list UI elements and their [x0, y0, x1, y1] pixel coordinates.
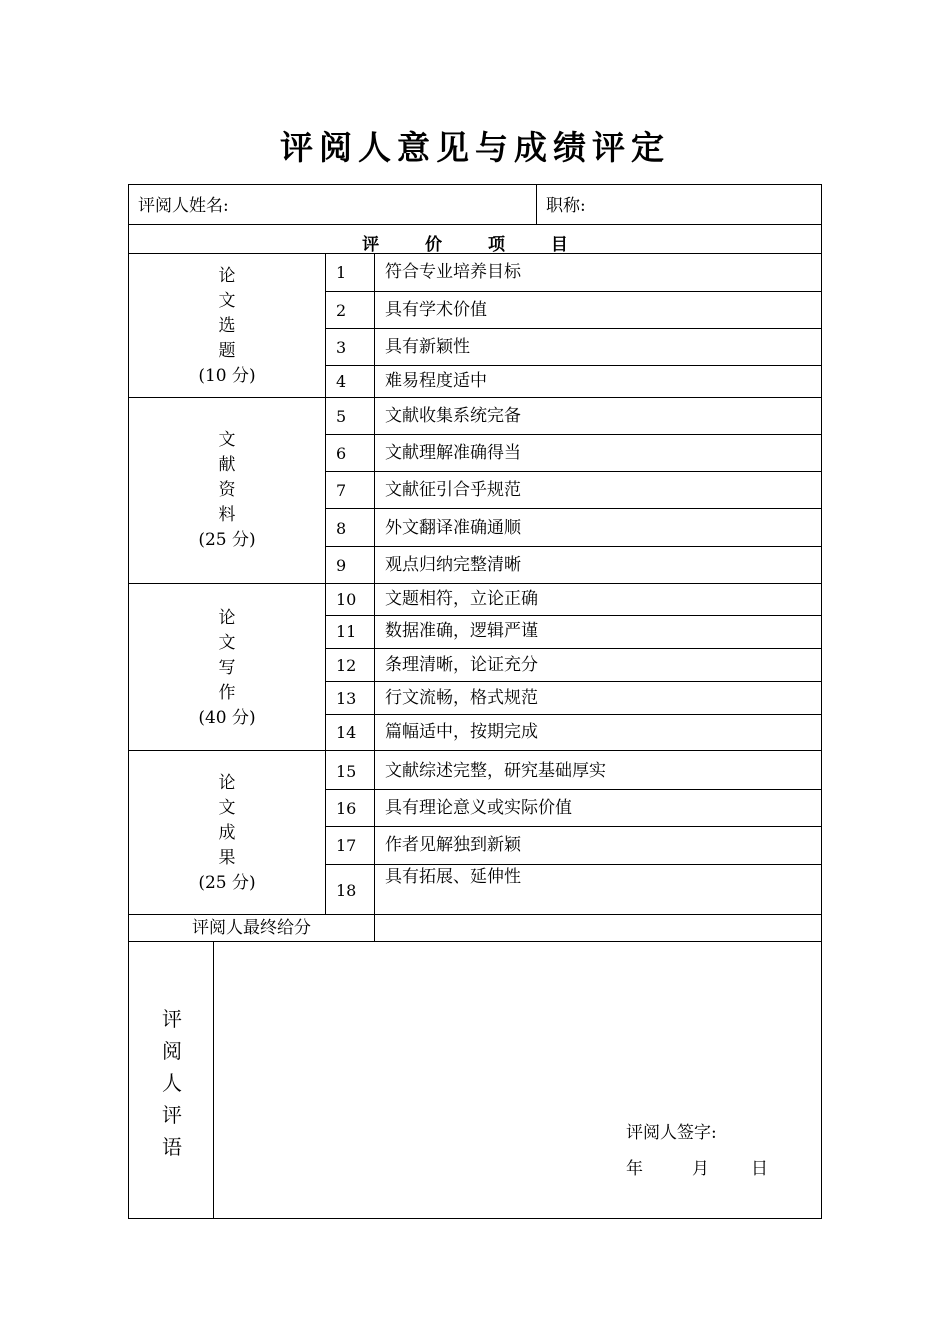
- row-line: [128, 253, 822, 254]
- item-number: 6: [336, 444, 347, 463]
- category-line: [128, 914, 822, 915]
- item-number: 16: [336, 799, 357, 818]
- reviewer-title-label: 职称:: [546, 196, 586, 216]
- item-line: [325, 291, 822, 292]
- item-number: 5: [336, 407, 347, 426]
- category-line: [128, 397, 822, 398]
- item-number: 8: [336, 519, 347, 538]
- item-number: 18: [336, 881, 357, 900]
- item-text: 篇幅适中，按期完成: [385, 722, 538, 742]
- comments-divider: [213, 941, 214, 1218]
- item-text: 行文流畅，格式规范: [385, 688, 538, 708]
- final-score-label: 评阅人最终给分: [192, 918, 311, 938]
- page-title: 评阅人意见与成绩评定: [280, 128, 670, 167]
- section-heading: 评 价 项 目: [362, 235, 588, 255]
- category-writing: 论 文 写 作 (40 分): [198, 608, 256, 728]
- item-number: 1: [336, 263, 347, 282]
- item-text: 数据准确，逻辑严谨: [385, 621, 538, 641]
- item-line: [325, 508, 822, 509]
- item-line: [325, 714, 822, 715]
- item-number: 11: [336, 622, 357, 641]
- date-month-label: 月: [692, 1159, 709, 1179]
- item-line: [325, 434, 822, 435]
- item-text: 具有新颖性: [385, 337, 470, 357]
- item-number: 10: [336, 590, 357, 609]
- item-number: 3: [336, 338, 347, 357]
- header-divider: [536, 184, 537, 225]
- item-number: 14: [336, 723, 357, 742]
- item-line: [325, 471, 822, 472]
- item-text: 外文翻译准确通顺: [385, 518, 521, 538]
- category-literature: 文 献 资 料 (25 分): [198, 430, 256, 550]
- item-line: [325, 546, 822, 547]
- item-line: [325, 648, 822, 649]
- category-line: [128, 583, 822, 584]
- item-line: [325, 681, 822, 682]
- item-line: [325, 864, 822, 865]
- category-results: 论 文 成 果 (25 分): [198, 773, 256, 893]
- item-text: 作者见解独到新颖: [385, 835, 521, 855]
- comments-side-label: 评 阅 人 评 语: [162, 1007, 182, 1159]
- item-text: 具有理论意义或实际价值: [385, 798, 572, 818]
- row-line: [128, 224, 822, 225]
- item-text: 符合专业培养目标: [385, 262, 521, 282]
- item-text: 文献综述完整，研究基础厚实: [385, 761, 606, 781]
- item-text: 具有拓展、延伸性: [385, 867, 521, 887]
- item-number: 12: [336, 656, 357, 675]
- category-divider: [325, 253, 326, 915]
- date-day-label: 日: [751, 1159, 768, 1179]
- item-text: 难易程度适中: [385, 371, 487, 391]
- item-number: 17: [336, 836, 357, 855]
- item-line: [325, 615, 822, 616]
- item-text: 文献收集系统完备: [385, 406, 521, 426]
- item-number: 4: [336, 372, 347, 391]
- signature-label: 评阅人签字:: [626, 1123, 717, 1143]
- reviewer-name-label: 评阅人姓名:: [138, 196, 229, 216]
- category-topic-selection: 论 文 选 题 (10 分): [198, 266, 256, 386]
- item-text: 条理清晰，论证充分: [385, 655, 538, 675]
- item-text: 文题相符，立论正确: [385, 589, 538, 609]
- item-text: 文献征引合乎规范: [385, 480, 521, 500]
- row-line: [128, 941, 822, 942]
- item-number: 2: [336, 301, 347, 320]
- item-number: 9: [336, 556, 347, 575]
- category-line: [128, 750, 822, 751]
- item-line: [325, 328, 822, 329]
- item-number: 15: [336, 762, 357, 781]
- item-text: 具有学术价值: [385, 300, 487, 320]
- item-text: 文献理解准确得当: [385, 443, 521, 463]
- item-number: 13: [336, 689, 357, 708]
- number-divider: [374, 253, 375, 942]
- item-line: [325, 365, 822, 366]
- item-number: 7: [336, 481, 347, 500]
- date-year-label: 年: [626, 1159, 643, 1179]
- item-line: [325, 789, 822, 790]
- item-line: [325, 826, 822, 827]
- item-text: 观点归纳完整清晰: [385, 555, 521, 575]
